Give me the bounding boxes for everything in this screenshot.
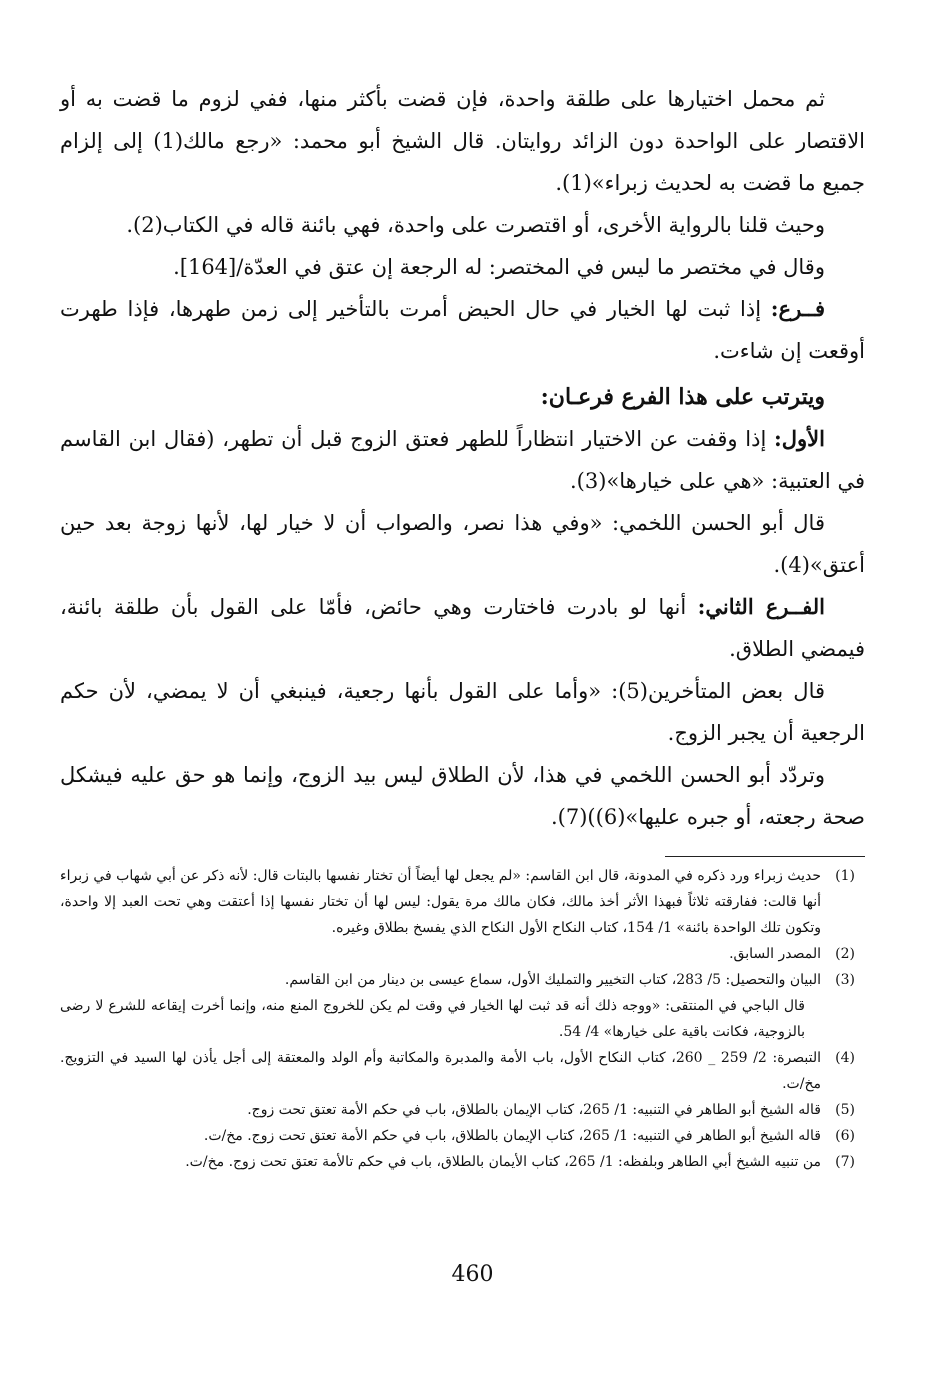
footnote-number: (7) [835,1154,855,1170]
footnote-text: قاله الشيخ أبو الطاهر في التنبيه: 1/ 265، كتاب الإيمان بالطلاق، باب في حكم الأمة تعتق تحت زوج. مخ/ت. [203,1128,821,1144]
footnote-number: (4) [835,1050,855,1066]
footnote-text: المصدر السابق. [729,946,821,962]
paragraph-5-lead: الأول: [774,426,825,451]
footnote-number: (5) [835,1102,855,1118]
footnote-text: التبصرة: 2/ 259 _ 260، كتاب النكاح الأول، باب الأمة والمدبرة والمكاتبة وأم الولد والمعتقة إلى أجل يأذن لها السيد في التزويج. مخ/ت. [60,1050,821,1092]
footnote-3-continuation [60,993,865,1045]
footnote-1 [60,863,865,941]
paragraph-9: وتردّد أبو الحسن اللخمي في هذا، لأن الطلاق ليس بيد الزوج، وإنما هو حق عليه فيشكل صحة رجعته، أو جبره عليها»(6))(7). [60,763,865,829]
page-number: 460 [451,1262,494,1287]
document-page [60,78,865,1175]
footnote-6 [60,1123,865,1149]
paragraph-7 [60,586,865,670]
section-heading: ويترتب على هذا الفرع فرعـان: [540,384,825,410]
footnote-4 [60,1045,865,1097]
footnote-divider [665,856,865,857]
footnote-text: حديث زبراء ورد ذكره في المدونة، قال ابن القاسم: «لم يجعل لها أيضاً أن تختار نفسها بالبتات قال: لأنه ذكر عن أبي شهاب في زبراء أنها قالت: ففارقته ثلاثاً فبهذا الأثر أخذ مالك، فكان مالك مرة يقول: ليس لها أن تختار نفسها إذا أعتقت وهي تحت العبد إلا واحدة، وتكون تلك الواحدة بائنة» 1/ 154، كتاب النكاح الأول النكاح الذي يفسخ بطلاق وغيره. [60,868,821,936]
main-text [60,78,865,838]
paragraph-7-text: أنها لو بادرت فاختارت وهي حائض، فأمّا على القول بأن طلقة بائنة، فيمضي الطلاق. [60,595,865,661]
paragraph-5-text: إذا وقفت عن الاختيار انتظاراً للطهر فعتق الزوج قبل أن تطهر، (فقال ابن القاسم في العتبية: «هي على خيارها»(3). [60,427,865,493]
paragraph-8: قال بعض المتأخرين(5): «وأما على القول بأنها رجعية، فينبغي أن لا يمضي، لأن حكم الرجعية أن يجبر الزوج. [60,679,865,745]
footnote-7 [60,1149,865,1175]
paragraph-1: ثم محمل اختيارها على طلقة واحدة، فإن قضت بأكثر منها، ففي لزوم ما قضت به أو الاقتصار على الواحدة دون الزائد روايتان. قال الشيخ أبو محمد: «رجع مالك(1) إلى إلزام جميع ما قضت به لحديث زبراء»(1). [60,87,866,195]
paragraph-4 [60,288,865,372]
footnote-number: (1) [835,868,855,884]
footnote-text: من تنبيه الشيخ أبي الطاهر وبلفظه: 1/ 265، كتاب الأيمان بالطلاق، باب في حكم تالأمة تعتق تحت زوج. مخ/ت. [185,1154,821,1170]
footnote-text: قاله الشيخ أبو الطاهر في التنبيه: 1/ 265، كتاب الإيمان بالطلاق، باب في حكم الأمة تعتق تحت زوج. [247,1102,821,1118]
footnote-number: (2) [835,946,855,962]
paragraph-4-lead: فــرع: [770,296,825,321]
footnotes [60,863,865,1175]
footnote-3 [60,967,865,993]
paragraph-3: وقال في مختصر ما ليس في المختصر: له الرجعة إن عتق في العدّة/[164]. [173,255,825,279]
footnote-subtext: قال الباجي في المنتقى: «ووجه ذلك أنه قد ثبت لها الخيار في وقت لم يكن للخروج المنع منه، وإنما أخرت إيقاعه للشرع لا رضى بالزوجية، فكانت باقية على خيارها» 4/ 54. [60,998,805,1040]
paragraph-5 [60,418,865,502]
footnote-5 [60,1097,865,1123]
footnote-text: البيان والتحصيل: 5/ 283، كتاب التخيير والتمليك الأول، سماع عيسى بن دينار من ابن القاسم. [284,972,821,988]
paragraph-6: قال أبو الحسن اللخمي: «وفي هذا نصر، والصواب أن لا خيار لها، لأنها زوجة بعد حين أعتق»(4). [60,511,865,577]
footnote-2 [60,941,865,967]
paragraph-4-text: إذا ثبت لها الخيار في حال الحيض أمرت بالتأخير إلى زمن طهرها، فإذا طهرت أوقعت إن شاءت. [60,297,865,363]
paragraph-2: وحيث قلنا بالرواية الأخرى، أو اقتصرت على واحدة، فهي بائنة قاله في الكتاب(2). [126,213,825,237]
footnote-number: (6) [835,1128,855,1144]
paragraph-7-lead: الفــرع الثاني: [697,594,825,619]
footnote-number: (3) [835,972,855,988]
